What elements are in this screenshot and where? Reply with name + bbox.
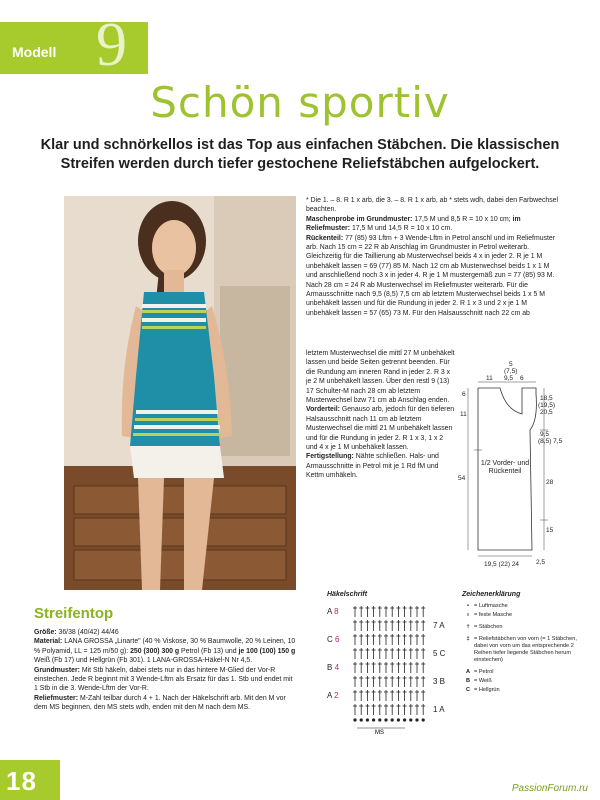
ruecken-continued: letztem Musterwechsel die mittl 27 M unbehäkelt lassen und beide Seiten getrennt beenden. Für die Rundung am inneren Rand in jeder 2. R 3 x je 2 M unbehäkelt lassen. Über den restl 9 (13) 17 Schulter-M nach 28 cm ab letztem Musterwechsel bzw 71 cm ab Anschlag enden. [306, 350, 455, 405]
crochet-chart-title: Häkelschrift [327, 591, 368, 598]
schem-left-1: 6 [462, 391, 466, 398]
material-bold-2: je 100 (100) 150 g [238, 647, 296, 655]
maschenprobe-text: 17,5 M und 8,5 R = 10 x 10 cm; [412, 215, 511, 223]
page-title: Schön sportiv [150, 78, 450, 127]
chain-dot [410, 719, 412, 721]
vorder-text: Genauso arb, jedoch für den tieferen Halsausschnitt nach 11 cm ab letztem Musterwechsel die mittl 21 M unbehäkelt lassen und für die Rundung in jeder 2. R 1 x 3, 1 x 2 und 4 x je 1 M unbehäkelt lassen. [306, 406, 455, 452]
groesse-paragraph [34, 628, 296, 637]
schem-top-5: 6 [520, 375, 524, 382]
schematic-diagram [460, 360, 590, 580]
schem-right-4: 9,5 [540, 431, 550, 438]
groesse-text: 36/38 (40/42) 44/46 [56, 629, 119, 636]
schem-bottom: 19,5 (22) 24 [484, 561, 520, 568]
schem-right-7: 15 [546, 527, 554, 534]
subtitle: Klar und schnörkellos ist das Top aus einfachen Stäbchen. Die klassischen Streifen werden durch tiefer gestochene Reliefstäbchen aufgelockert. [40, 137, 560, 172]
schem-top-1: 5 [509, 361, 513, 368]
fertig-text: Nähte schließen. Hals- und Armausschnitte in Petrol mit je 1 Rd fM und Kettm umhäkeln. [306, 453, 439, 480]
schem-left-3: 54 [458, 475, 466, 482]
chain-dot [397, 719, 399, 721]
row-label-a2: A 2 [327, 691, 339, 700]
row-label-7a: 7 A [433, 621, 445, 630]
legend-item: B = Weiß [465, 678, 492, 684]
ruecken-paragraph [306, 234, 562, 319]
schem-top-4: 11 [486, 375, 493, 382]
schem-top-3: 9,5 [504, 375, 514, 382]
material-text-2: Petrol (Fb 13) und [179, 647, 239, 655]
schem-right-8: 2,5 [536, 559, 546, 566]
crochet-chart [325, 600, 460, 770]
relief-text: 17,5 M und 14,5 R = 10 x 10 cm. [350, 225, 453, 233]
instructions-text-narrow [306, 349, 456, 481]
stitch-grid [353, 606, 425, 721]
material-text: LANA GROSSA „Linarte" (40 % Viskose, 30 % Baumwolle, 20 % Leinen, 10 % Polyamid, LL = 125 m/50 g): [34, 638, 296, 655]
row-label-3b: 3 B [433, 677, 446, 686]
maschenprobe-label: Maschenprobe im Grundmuster: [306, 215, 413, 223]
row-label-b4: B 4 [327, 663, 340, 672]
chain-dot [385, 719, 387, 721]
material-paragraph [34, 637, 296, 665]
relief-text: M-Zahl teilbar durch 4 + 1. Nach der Häkelschrift arb. Mit den M vor dem MS beginnen, den MS stets wdh, enden mit den M nach dem MS. [34, 694, 286, 712]
schem-right-2: (19,5) [538, 402, 555, 409]
legend-item: ‡ = Reliefstäbchen von vorn (= 1 Stäbchen, dabei von vorn um das entsprechende 2 Reihen tiefer liegende Stäbchen herum einstechen) [466, 636, 577, 663]
grund-text: Mit Stb häkeln, dabei stets nur in das hintere M-Glied der Vor-R einstechen. Jede R beginnt mit 3 Wende-Lftm als Ersatz für das 1. Stb und endet mit 1 Stb in die 3. Wende-Lftm der Vor-R. [34, 666, 293, 693]
legend [462, 603, 587, 696]
schem-center-label: 1/2 Vorder- und Rückenteil [480, 460, 530, 475]
legend-item: • = Luftmasche [467, 603, 508, 609]
row-label-1a: 1 A [433, 705, 445, 714]
relief-label: im Reliefmuster: [306, 215, 521, 233]
row-label-c6: C 6 [327, 635, 340, 644]
chain-dot [372, 719, 374, 721]
schem-right-3: 20,5 [540, 409, 553, 416]
page-number: 18 [6, 766, 37, 796]
photo-illustration [64, 196, 296, 590]
chain-dot [360, 719, 362, 721]
grund-paragraph [34, 666, 296, 694]
chain-dot [366, 719, 368, 721]
model-label: Modell [12, 44, 57, 60]
chain-dot [354, 719, 356, 721]
row-label-5c: 5 C [433, 649, 446, 658]
ruecken-text: 77 (85) 93 Lftm + 3 Wende-Lftm in Petrol anschl und im Reliefmuster arb. Nach 15 cm = 22 R ab Anschlag im Grundmuster in Petrol weiterarb. Gleichzeitig für die Taillierung ab Musterwechsel beids 4 x in jeder 2. R je 1 M unbehäkelt lassen = 69 (77) 85 M. Nach 12 cm ab Musterwechsel beids 1 x 1 M und anschließend noch 3 x in jeder 4. R je 1 M mustergemäß zun = 77 (85) 93 M. Nach 28 cm = 24 R ab Musterwechsel im Reliefmuster weiterarb. Für die Armausschnitte nach 9,5 (8,5) 7,5 cm ab letztem Musterwechsel beids 1 x 5 M unbehäkelt lassen und für die Rundung in jeder 2. R 1 x 3 und 2 x je 1 M unbehäkelt lassen = 57 (65) 73 M. Für den Halsausschnitt nach 22 cm ab [306, 234, 556, 317]
model-photo [64, 196, 296, 590]
vorder-paragraph [306, 405, 456, 452]
watermark: PassionForum.ru [511, 783, 588, 794]
fertig-label: Fertigstellung: [306, 453, 354, 461]
legend-item: † = Stäbchen [466, 624, 503, 630]
material-label: Material: [34, 638, 63, 646]
chain-dot [416, 719, 418, 721]
schem-left-2: 11 [460, 411, 467, 418]
legend-item: C = Hellgrün [465, 687, 500, 693]
schem-top-2: (7,5) [504, 368, 518, 375]
relief-label: Reliefmuster: [34, 694, 79, 702]
legend-item: ı = feste Masche [467, 612, 513, 618]
ruecken-label: Rückenteil: [306, 234, 344, 242]
material-bold-1: 250 (300) 300 g [130, 647, 180, 655]
fertig-paragraph [306, 452, 456, 480]
model-number: 9 [96, 11, 127, 79]
row-label-a8: A 8 [327, 607, 339, 616]
repeat-label: MS [375, 730, 384, 736]
grund-label: Grundmuster: [34, 666, 80, 674]
vorder-label: Vorderteil: [306, 406, 340, 414]
schem-right-6: 28 [546, 479, 554, 486]
instructions-text [306, 196, 562, 318]
chain-dot [391, 719, 393, 721]
maschenprobe-paragraph [306, 215, 562, 234]
chain-dot [422, 719, 424, 721]
legend-item: A = Petrol [465, 669, 494, 675]
intro-text: * Die 1. – 8. R 1 x arb, die 3. – 8. R 1 x arb, ab * stets wdh, dabei den Farbwechsel beachten. [306, 197, 559, 214]
section-title: Streifentop [34, 605, 114, 622]
chain-dot [379, 719, 381, 721]
groesse-label: Größe: [34, 629, 57, 636]
relief-paragraph [34, 694, 296, 713]
material-text-3: Weiß (Fb 17) und Hellgrün (Fb 301). 1 LANA-GROSSA-Häkel-N Nr 4,5. [34, 657, 253, 665]
schem-right-5: (8,5) 7,5 [538, 438, 563, 445]
materials-text [34, 628, 296, 713]
chain-dot [403, 719, 405, 721]
schem-right-1: 18,5 [540, 395, 553, 402]
legend-title: Zeichenerklärung [462, 591, 521, 598]
